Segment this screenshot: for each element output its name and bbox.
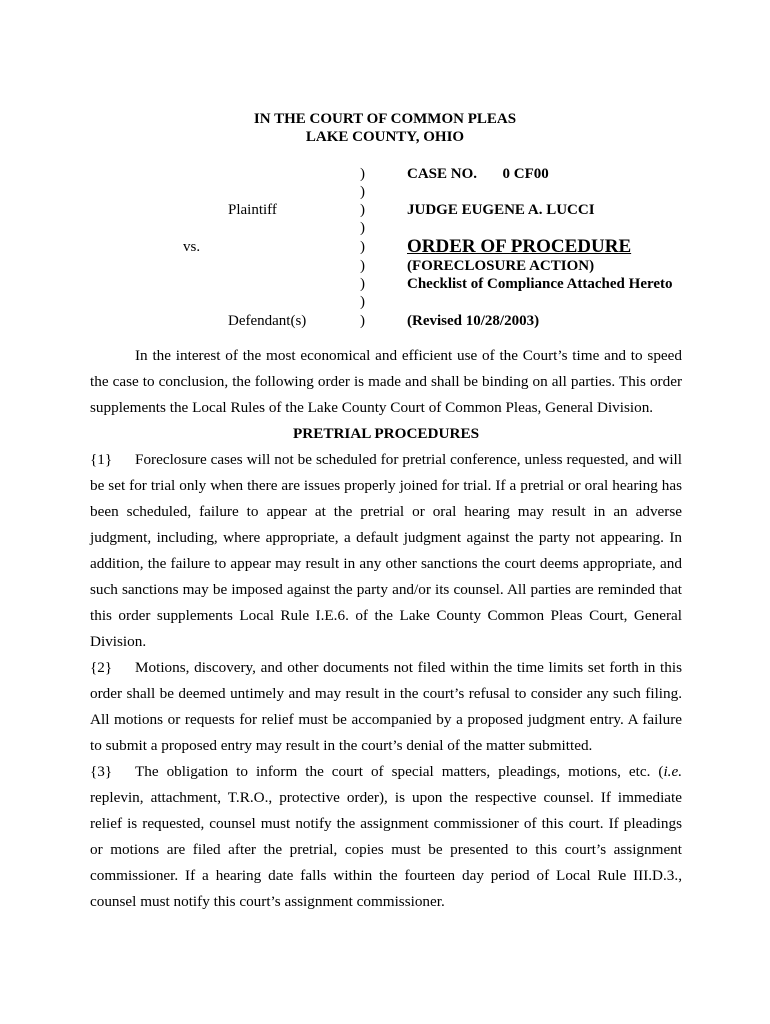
case-number-label: CASE NO. — [407, 166, 478, 182]
defendant-label: Defendant(s) — [228, 313, 307, 329]
caption-paren: ) — [360, 239, 365, 255]
paragraph-text: The obligation to inform the court of special matters, pleadings, motions, etc. ( — [135, 763, 664, 780]
caption-paren: ) — [360, 294, 365, 310]
plaintiff-label: Plaintiff — [228, 202, 277, 218]
revision-date: (Revised 10/28/2003) — [407, 313, 540, 329]
order-body — [90, 343, 682, 915]
paragraph-text: Motions, discovery, and other documents not filed within the time limits set forth in this order shall be deemed untimely and may result in the court’s refusal to consider any such filing. All motions or requests for relief must be accompanied by a proposed judgment entry. A failure to submit a proposed entry may result in the court’s denial of the matter submitted. — [90, 659, 682, 754]
caption-paren: ) — [360, 313, 365, 329]
case-number — [407, 165, 549, 183]
caption-paren: ) — [360, 258, 365, 274]
caption-paren: ) — [360, 184, 365, 200]
numbered-paragraph — [90, 655, 682, 759]
court-county: LAKE COUNTY, OHIO — [305, 129, 465, 145]
caption-paren: ) — [360, 166, 365, 182]
order-subtitle: (FORECLOSURE ACTION) — [407, 258, 595, 274]
section-heading: PRETRIAL PROCEDURES — [292, 425, 480, 442]
paragraph-italic-text: i.e. — [663, 763, 682, 780]
judge-name: JUDGE EUGENE A. LUCCI — [407, 202, 595, 218]
caption-paren: ) — [360, 220, 365, 236]
paragraph-number: {2} — [90, 659, 113, 676]
paragraph-text: replevin, attachment, T.R.O., protective order), is upon the respective counsel. If immediate relief is requested, counsel must notify the assignment commissioner of this court. If pleadings or motions are filed after the pretrial, copies must be presented to this court’s assignment commissioner. If a hearing date falls within the fourteen day period of Local Rule III.D.3., counsel must notify this court’s assignment commissioner. — [90, 789, 682, 910]
court-name: IN THE COURT OF COMMON PLEAS — [253, 111, 517, 127]
caption-paren: ) — [360, 276, 365, 292]
numbered-paragraph — [90, 447, 682, 655]
intro-paragraph: In the interest of the most economical and efficient use of the Court’s time and to speed the case to conclusion, the following order is made and shall be binding on all parties. This order supplements the Local Rules of the Lake County Court of Common Pleas, General Division. — [90, 347, 682, 416]
numbered-paragraph — [90, 759, 682, 915]
checklist-note: Checklist of Compliance Attached Hereto — [407, 276, 673, 292]
vs-label: vs. — [183, 239, 201, 255]
caption-paren: ) — [360, 202, 365, 218]
case-number-value: 0 CF00 — [502, 166, 549, 182]
paragraph-number: {1} — [90, 451, 113, 468]
order-title: ORDER OF PROCEDURE — [407, 236, 632, 257]
paragraph-number: {3} — [90, 763, 113, 780]
paragraph-text: Foreclosure cases will not be scheduled for pretrial conference, unless requested, and will be set for trial only when there are issues properly joined for trial. If a pretrial or oral hearing has been scheduled, failure to appear at the pretrial or oral hearing may result in an adverse judgment, including, where appropriate, a default judgment against the party not appearing. In addition, the failure to appear may result in any other sanctions the court deems appropriate, and such sanctions may be imposed against the party and/or its counsel. All parties are reminded that this order supplements Local Rule I.E.6. of the Lake County Common Pleas Court, General Division. — [90, 451, 682, 650]
